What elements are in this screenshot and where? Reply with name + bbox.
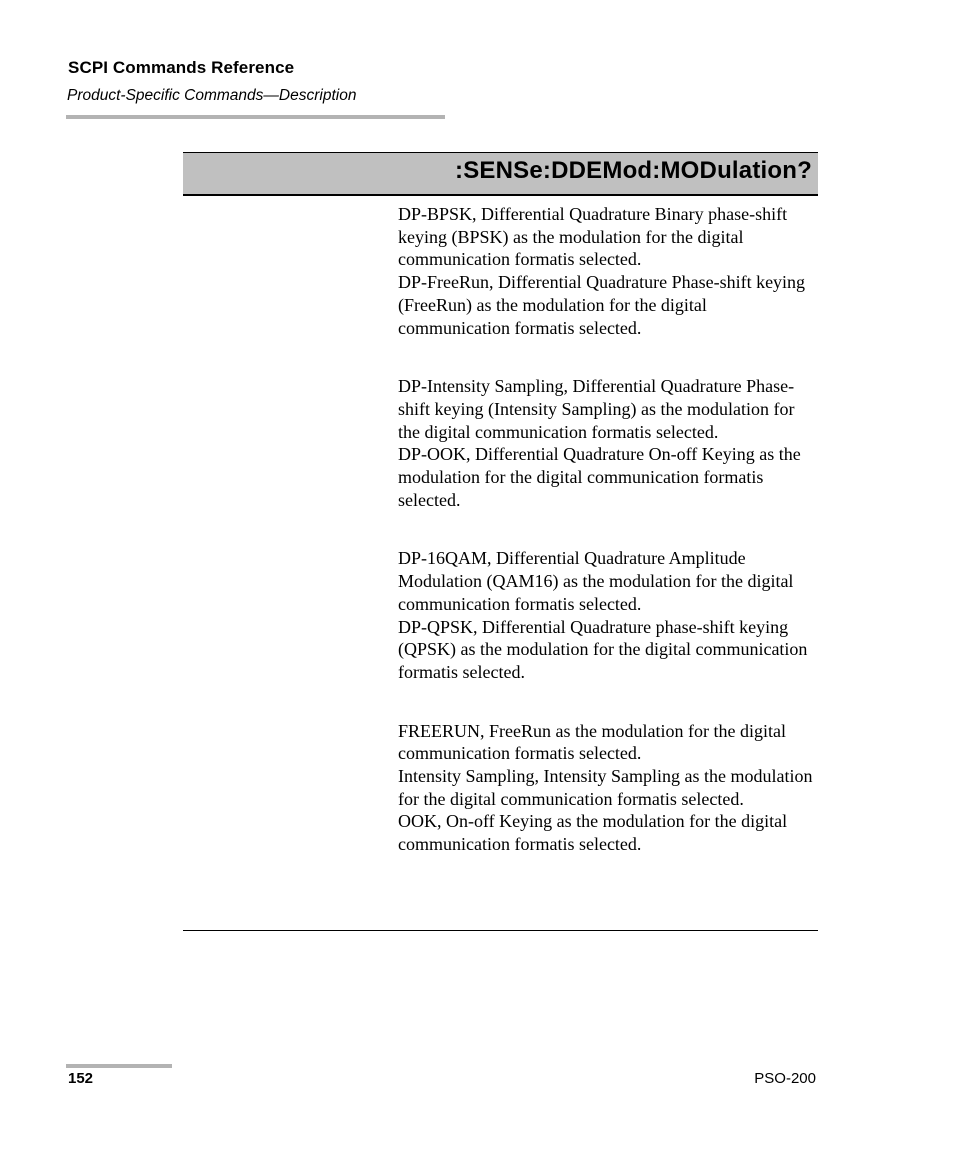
- description-group: [398, 203, 816, 339]
- page-number: 152: [68, 1070, 94, 1087]
- description-paragraph: DP-OOK, Differential Quadrature On-off Keying as the modulation for the digital communication formatis selected.: [398, 444, 801, 510]
- command-title: :SENSe:DDEMod:MODulation?: [455, 157, 812, 184]
- description-paragraph: DP-QPSK, Differential Quadrature phase-shift keying (QPSK) as the modulation for the digital communication formatis selected.: [398, 616, 808, 682]
- description-paragraph: DP-BPSK, Differential Quadrature Binary phase-shift keying (BPSK) as the modulation for the digital communication formatis selected.: [398, 204, 788, 270]
- description-paragraph: OOK, On-off Keying as the modulation for the digital communication formatis selected.: [398, 811, 788, 855]
- description-body: [398, 203, 816, 892]
- command-heading-bar: [183, 152, 818, 196]
- table-bottom-divider: [183, 930, 818, 931]
- section-subtitle: Product-Specific Commands—Description: [67, 87, 357, 104]
- description-paragraph: DP-Intensity Sampling, Differential Quadrature Phase-shift keying (Intensity Sampling) as the modulation for the digital communication formatis selected.: [398, 376, 795, 442]
- description-paragraph: DP-FreeRun, Differential Quadrature Phase-shift keying (FreeRun) as the modulation for the digital communication formatis selected.: [398, 272, 806, 338]
- product-name: PSO-200: [754, 1070, 816, 1087]
- footer-divider: [66, 1064, 172, 1068]
- description-paragraph: DP-16QAM, Differential Quadrature Amplitude Modulation (QAM16) as the modulation for the digital communication formatis selected.: [398, 548, 794, 614]
- description-group: [398, 720, 816, 856]
- header-divider: [66, 115, 445, 119]
- description-group: [398, 547, 816, 683]
- description-paragraph: Intensity Sampling, Intensity Sampling as the modulation for the digital communication formatis selected.: [398, 766, 813, 809]
- description-group: [398, 375, 816, 511]
- section-title: SCPI Commands Reference: [68, 58, 295, 77]
- description-paragraph: FREERUN, FreeRun as the modulation for the digital communication formatis selected.: [398, 720, 786, 764]
